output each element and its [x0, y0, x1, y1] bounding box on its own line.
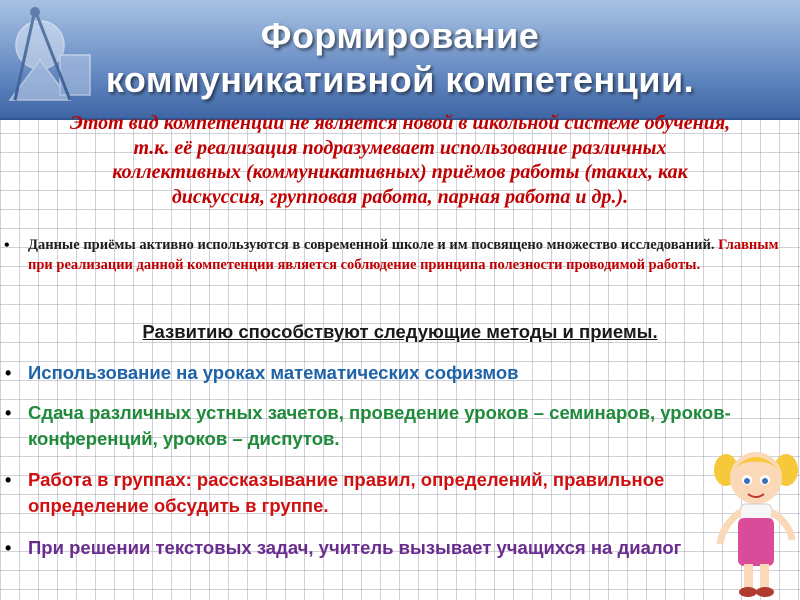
bullet-icon: •: [5, 470, 12, 490]
bullet-icon: •: [5, 538, 12, 558]
title-line: Формирование: [260, 15, 540, 56]
intro-line: дискуссия, групповая работа, парная работа и др.).: [171, 185, 629, 208]
method-text: Сдача различных устных зачетов, проведение уроков – семинаров, уроков- конференций, уроков – диспутов.: [28, 402, 731, 449]
point-highlight: Главным при реализации данной компетенции является соблюдение принципа полезности проводимой работы: [28, 237, 779, 273]
slide-header: [0, 0, 800, 120]
list-item: [0, 535, 780, 561]
point-end: .: [696, 256, 701, 273]
bullet-icon: •: [4, 237, 10, 254]
list-item: [0, 467, 780, 519]
girl-illustration-icon: [712, 440, 800, 600]
intro-line: т.к. её реализация подразумевает использование различных: [133, 136, 667, 159]
bullet-icon: •: [5, 403, 12, 423]
intro-paragraph: [0, 111, 800, 209]
methods-heading: Развитию способствуют следующие методы и приемы.: [142, 321, 658, 342]
title-line: коммуникативной компетенции.: [105, 59, 695, 100]
content-list: [0, 236, 790, 275]
list-item: [0, 360, 780, 386]
method-text: При решении текстовых задач, учитель вызывает учащихся на диалог: [28, 537, 682, 558]
list-item: [0, 400, 780, 452]
intro-line: Этот вид компетенции не является новой в школьной системе обучения,: [69, 112, 731, 134]
slide-title: [0, 14, 800, 102]
method-text: Использование на уроках математических софизмов: [28, 362, 519, 383]
method-text: Работа в группах: рассказывание правил, определений, правильное определение обсудить в группе.: [28, 469, 665, 516]
list-item: [0, 236, 790, 275]
intro-line: коллективных (коммуникативных) приёмов работы (таких, как: [112, 161, 688, 183]
point-text: Данные приёмы активно используются в современной школе и им посвящено множество исследований.: [28, 237, 715, 253]
bullet-icon: •: [5, 363, 12, 383]
